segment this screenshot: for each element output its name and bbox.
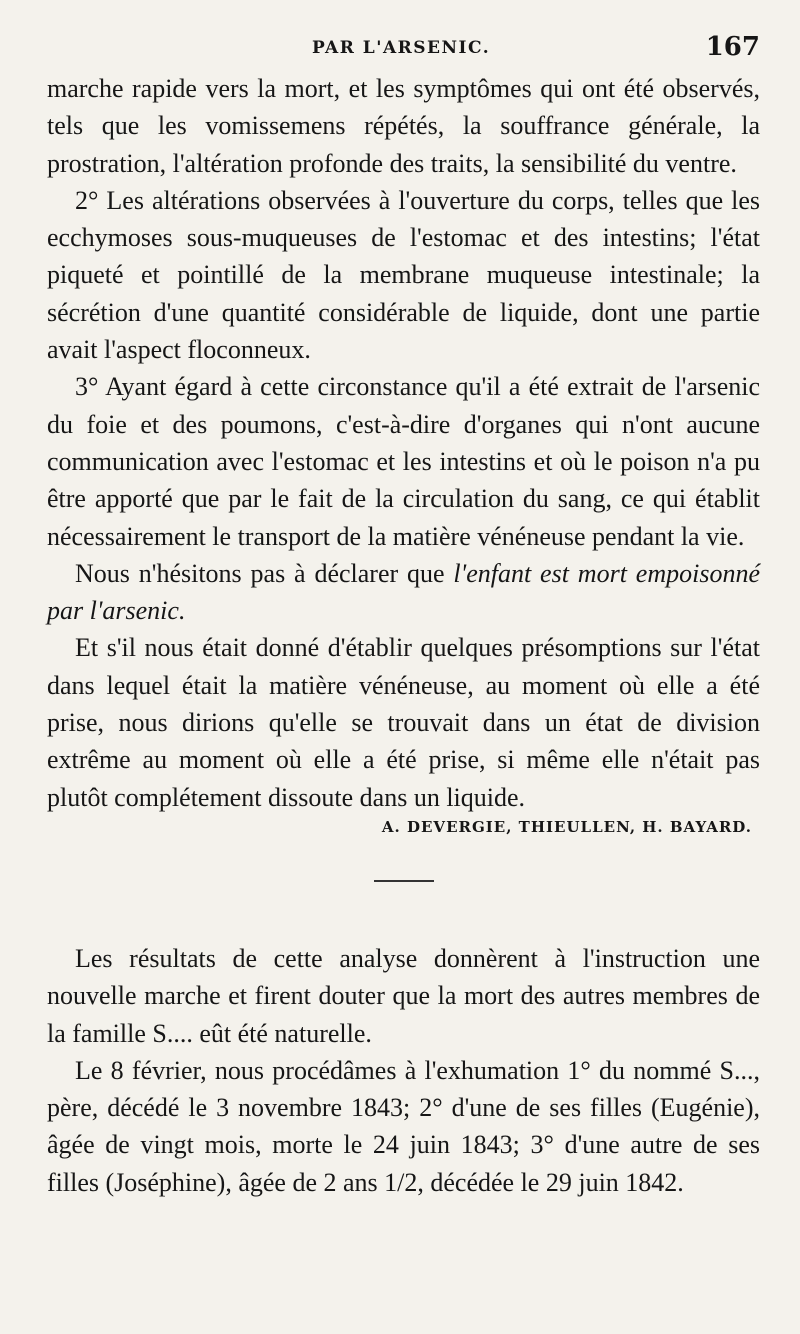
running-head: PAR L'ARSENIC.	[312, 38, 491, 58]
section-divider	[374, 880, 434, 882]
page-header	[47, 30, 760, 70]
page-number: 167	[705, 32, 760, 62]
paragraph-1: marche rapide vers la mort, et les symptômes qui ont été observés, tels que les vomissemens répétés, la souffrance générale, la prostration, l'altération profonde des traits, la sensibilité du ventre.	[47, 74, 760, 178]
continuation-text	[47, 940, 760, 1201]
main-text	[47, 70, 760, 816]
paragraph-6: Les résultats de cette analyse donnèrent à l'instruction une nouvelle marche et firent douter que la mort des autres membres de la famille S.... eût été naturelle.	[47, 943, 760, 1048]
paragraph-3: 3° Ayant égard à cette circonstance qu'il a été extrait de l'arsenic du foie et des poumons, c'est-à-dire d'organes qui n'ont aucune communication avec l'estomac et les intestins et où le poison n'a pu être apporté que par le fait de la circulation du sang, ce qui établit nécessairement le transport de la matière vénéneuse pendant la vie.	[47, 372, 760, 551]
paragraph-5: Et s'il nous était donné d'établir quelques présomptions sur l'état dans lequel était la matière vénéneuse, au moment où elle a été prise, nous dirions qu'elle se trouvait dans un état de division extrême au moment où elle a été prise, si même elle n'était pas plutôt complétement dissoute dans un liquide.	[47, 633, 760, 812]
paragraph-4-italic: l'enfant est mort empoisonné par l'arsenic.	[47, 558, 760, 626]
paragraph-7: Le 8 février, nous procédâmes à l'exhumation 1° du nommé S..., père, décédé le 3 novembre 1843; 2° d'une de ses filles (Eugénie), âgée de vingt mois, morte le 24 juin 1843; 3° d'une autre de ses filles (Joséphine), âgée de 2 ans 1/2, décédée le 29 juin 1842.	[47, 1055, 760, 1197]
paragraph-4	[47, 555, 760, 630]
signature: A. DEVERGIE, THIEULLEN, H. BAYARD.	[381, 817, 752, 836]
paragraph-2: 2° Les altérations observées à l'ouverture du corps, telles que les ecchymoses sous-muqueuses de l'estomac et des intestins; l'état piqueté et pointillé de la membrane muqueuse intestinale; la sécrétion d'une quantité considérable de liquide, dont une partie avait l'aspect floconneux.	[47, 185, 760, 365]
paragraph-4-text: Nous n'hésitons pas à déclarer que	[75, 558, 454, 588]
